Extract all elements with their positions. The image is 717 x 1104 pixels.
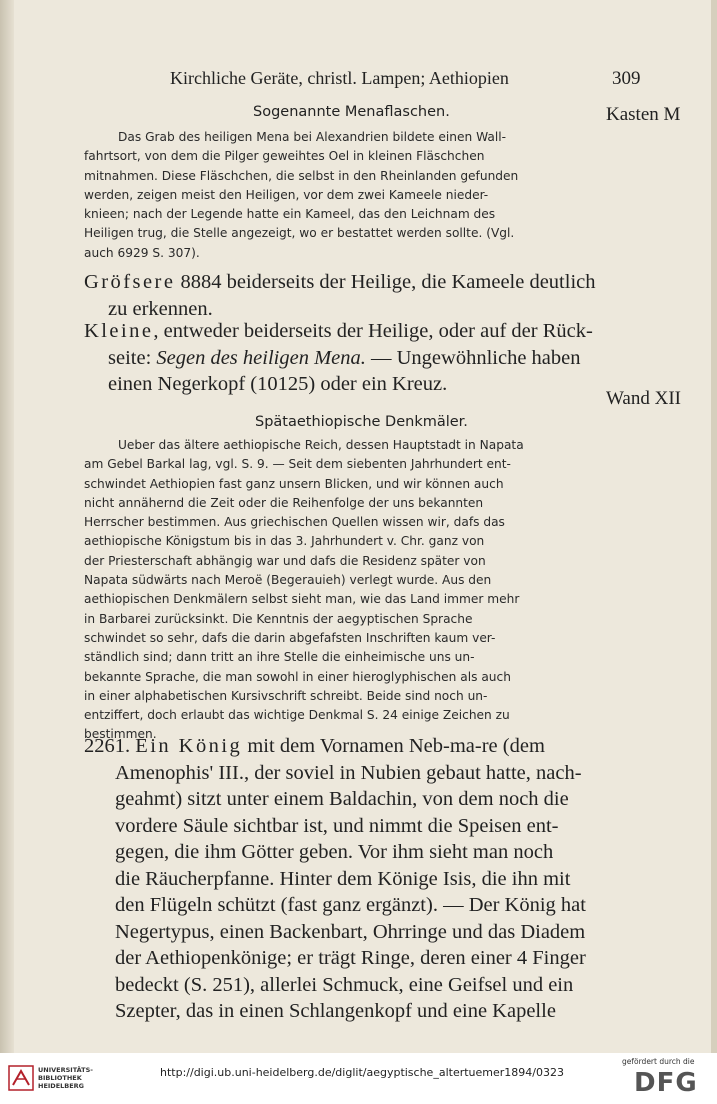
text-line: Heiligen trug, die Stelle angezeigt, wo er bestattet werden sollte. (Vgl. (84, 226, 515, 241)
section-heading-menaflaschen: Sogenannte Menaflaschen. (253, 104, 450, 120)
entry-text: seite: (108, 346, 157, 369)
text-line (84, 733, 650, 760)
groessere-entry (84, 269, 650, 322)
page-number: 309 (612, 68, 641, 89)
text-line: Herrscher bestimmen. Aus griechischen Quellen wissen wir, dafs das (84, 515, 505, 530)
text-line: am Gebel Barkal lag, vgl. S. 9. — Seit dem siebenten Jahrhundert ent- (84, 457, 511, 472)
text-line: auch 6929 S. 307). (84, 245, 200, 260)
kleine-entry (84, 318, 650, 398)
entry-text: , entweder beiderseits der Heilige, oder auf der Rück- (153, 320, 593, 342)
text-line: Amenophis' III., der soviel in Nubien gebaut hatte, nach- (115, 761, 582, 784)
text-line (84, 269, 650, 296)
text-line: schwindet so sehr, dafs die darin abgefafsten Inschriften kaum ver- (84, 630, 496, 645)
text-line: in Barbarei zurücksinkt. Die Kenntnis der aegyptischen Sprache (84, 611, 473, 626)
italic-inscription: Segen des heiligen Mena. (156, 346, 366, 369)
text-line: einen Negerkopf (10125) oder ein Kreuz. (108, 373, 448, 395)
text-line: aethiopische Königstum bis in das 3. Jahrhundert v. Chr. ganz von (84, 534, 485, 549)
text-line: Napata südwärts nach Meroë (Begerauieh) verlegt wurde. Aus den (84, 573, 492, 588)
text-line: knieen; nach der Legende hatte ein Kameel, das den Leichnam des (84, 207, 496, 222)
text-line: bekannte Sprache, die man sowohl in einer hieroglyphischen als auch (84, 669, 511, 684)
digitization-url-link[interactable]: http://digi.ub.uni-heidelberg.de/diglit/aegyptische_altertuemer1894/0323 (160, 1066, 564, 1079)
running-head: Kirchliche Geräte, christl. Lampen; Aethiopien (170, 68, 509, 88)
text-line: mitnahmen. Diese Fläschchen, die selbst in den Rheinlanden gefunden (84, 168, 519, 183)
entry-2261 (84, 733, 650, 1025)
entry-number: 2261. (84, 735, 131, 757)
text-line: Negertypus, einen Backenbart, Ohrringe und das Diadem (115, 920, 586, 943)
digitization-footer (0, 1053, 717, 1104)
location-label-kasten-m: Kasten M (606, 104, 681, 125)
text-line: nicht annähernd die Zeit oder die Reihenfolge der uns bekannten (84, 495, 484, 510)
entry-keyword: Ein König (135, 735, 243, 757)
text-line: den Flügeln schützt (fast ganz ergänzt). — Der König hat (115, 894, 586, 916)
entry-keyword: Gröfsere (84, 271, 176, 293)
text-line: vordere Säule sichtbar ist, und nimmt die Speisen ent- (115, 814, 559, 837)
ub-heidelberg-logo-icon (8, 1065, 34, 1091)
text-line: Szepter, das in einen Schlangenkopf und eine Kapelle (115, 1000, 556, 1022)
entry-text: — Ungewöhnliche haben (365, 346, 581, 369)
text-line: die Räucherpfanne. Hinter dem Könige Isis, die ihn mit (115, 867, 571, 890)
text-line: bestimmen. (84, 727, 157, 742)
dfg-logo: DFG (634, 1068, 698, 1098)
text-line: ständlich sind; dann tritt an ihre Stelle die einheimische uns un- (84, 650, 475, 665)
page-binding-edge (0, 0, 14, 1053)
spaetaethiopische-paragraph (84, 436, 650, 745)
text-line (84, 345, 650, 372)
text-line (84, 318, 650, 345)
text-line: Ueber das ältere aethiopische Reich, dessen Hauptstadt in Napata (118, 438, 524, 452)
menaflaschen-paragraph (84, 128, 650, 263)
entry-text: mit dem Vornamen Neb-ma-re (dem (242, 735, 545, 757)
section-heading-spaetaethiopische: Spätaethiopische Denkmäler. (255, 414, 468, 430)
text-line: in einer alphabetischen Kursivschrift schreibt. Beide sind noch un- (84, 688, 488, 703)
location-label-wand-xii: Wand XII (606, 388, 681, 409)
text-line: der Priesterschaft abhängig war und dafs die Residenz später von (84, 553, 486, 568)
text-line: geahmt) sitzt unter einem Baldachin, von dem noch die (115, 788, 569, 810)
text-line: der Aethiopenkönige; er trägt Ringe, deren einer 4 Finger (115, 947, 586, 969)
text-line: bedeckt (S. 251), allerlei Schmuck, eine Geifsel und ein (115, 973, 574, 996)
text-line: aethiopischen Denkmälern selbst sieht man, wie das Land immer mehr (84, 592, 520, 607)
text-line: werden, zeigen meist den Heiligen, vor dem zwei Kameele nieder- (84, 187, 489, 202)
page-right-edge (711, 0, 717, 1053)
text-line: entziffert, doch erlaubt das wichtige Denkmal S. 24 einige Zeichen zu (84, 708, 510, 723)
dfg-caption: gefördert durch die (622, 1057, 695, 1066)
entry-keyword: Kleine (84, 320, 154, 342)
text-line: schwindet Aethiopien fast ganz unsern Blicken, und wir können auch (84, 476, 504, 491)
entry-text: 8884 beiderseits der Heilige, die Kameele deutlich (175, 271, 596, 293)
text-line: zu erkennen. (108, 297, 213, 320)
text-line: fahrtsort, von dem die Pilger geweihtes Oel in kleinen Fläschchen (84, 149, 485, 164)
library-name: UNIVERSITÄTS-BIBLIOTHEK HEIDELBERG (38, 1066, 93, 1090)
text-line: Das Grab des heiligen Mena bei Alexandrien bildete einen Wall- (118, 130, 507, 144)
text-line: gegen, die ihm Götter geben. Vor ihm sieht man noch (115, 841, 554, 863)
